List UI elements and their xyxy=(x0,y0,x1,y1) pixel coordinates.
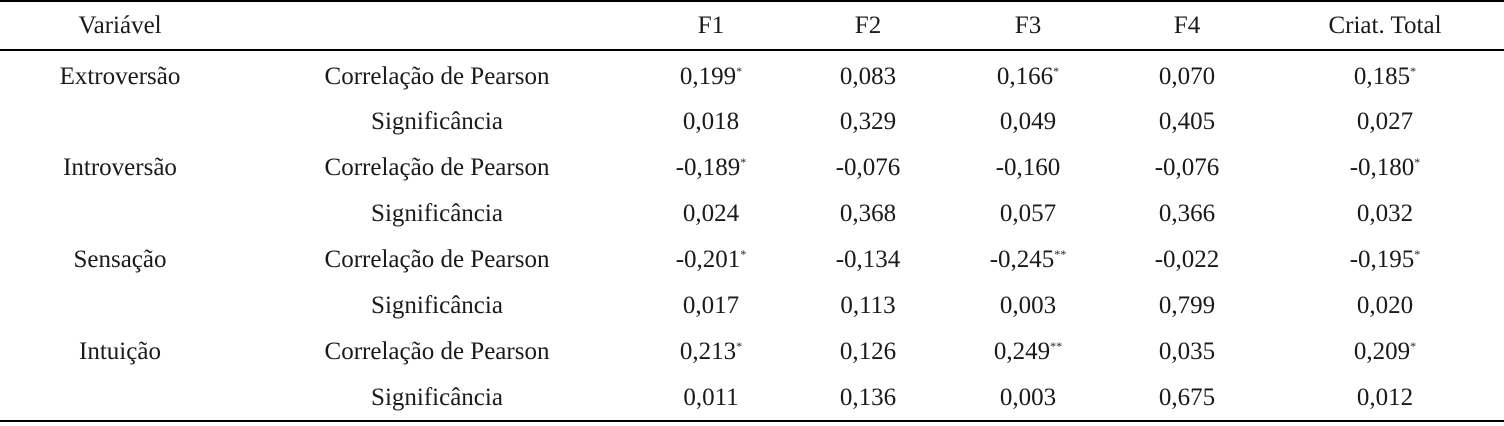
cell-value: -0,189 xyxy=(675,154,741,181)
cell-total xyxy=(1266,191,1504,237)
significance-marker: * xyxy=(740,155,747,169)
cell-statistic: Correlação de Pearson xyxy=(324,338,550,365)
cell-f1 xyxy=(634,99,788,145)
cell-value: 0,249 xyxy=(993,338,1051,365)
table-row xyxy=(0,99,1504,145)
cell-value: 0,057 xyxy=(999,200,1057,227)
cell-value: 0,799 xyxy=(1158,292,1216,319)
cell-value: -0,160 xyxy=(995,154,1061,181)
cell-value: 0,018 xyxy=(682,108,740,135)
cell-f1 xyxy=(634,329,788,375)
cell-value: 0,012 xyxy=(1356,383,1414,411)
cell-statistic: Significância xyxy=(371,108,503,135)
significance-marker: * xyxy=(740,247,747,261)
cell-value: -0,134 xyxy=(835,246,901,273)
cell-f4 xyxy=(1108,329,1266,375)
cell-value: 0,003 xyxy=(999,383,1057,411)
header-f4: F4 xyxy=(1108,1,1266,50)
cell-value: 0,329 xyxy=(839,108,897,135)
header-total: Criat. Total xyxy=(1266,1,1504,50)
significance-marker: * xyxy=(1053,63,1060,78)
header-f3: F3 xyxy=(948,1,1108,50)
cell-f1 xyxy=(634,283,788,329)
table-row xyxy=(0,50,1504,99)
significance-marker: * xyxy=(736,63,743,78)
cell-value: 0,368 xyxy=(839,200,897,227)
cell-f2 xyxy=(788,99,948,145)
cell-value: -0,022 xyxy=(1154,246,1220,273)
table-body xyxy=(0,50,1504,421)
cell-f3 xyxy=(948,283,1108,329)
header-f2: F2 xyxy=(788,1,948,50)
cell-value: -0,076 xyxy=(835,154,901,181)
cell-value: 0,209 xyxy=(1353,338,1411,365)
significance-marker: * xyxy=(1410,339,1417,353)
cell-value: -0,195 xyxy=(1349,246,1415,273)
significance-marker: * xyxy=(1414,155,1421,169)
table-row xyxy=(0,329,1504,375)
cell-f4 xyxy=(1108,191,1266,237)
cell-value: 0,070 xyxy=(1158,62,1216,90)
cell-total xyxy=(1266,329,1504,375)
cell-f1 xyxy=(634,191,788,237)
cell-f2 xyxy=(788,237,948,283)
cell-f4 xyxy=(1108,283,1266,329)
cell-f3 xyxy=(948,50,1108,99)
cell-value: -0,180 xyxy=(1349,154,1415,181)
significance-marker: ** xyxy=(1050,339,1063,353)
cell-value: 0,675 xyxy=(1158,383,1216,411)
header-row xyxy=(0,1,1504,50)
cell-value: 0,003 xyxy=(999,292,1057,319)
cell-f4 xyxy=(1108,145,1266,191)
cell-statistic: Significância xyxy=(371,292,503,319)
cell-variable xyxy=(0,283,240,329)
cell-f2 xyxy=(788,50,948,99)
cell-total xyxy=(1266,237,1504,283)
table-header xyxy=(0,1,1504,50)
cell-value: 0,017 xyxy=(682,292,740,319)
cell-value: -0,076 xyxy=(1154,154,1220,181)
cell-variable xyxy=(0,375,240,421)
cell-f3 xyxy=(948,237,1108,283)
header-f1: F1 xyxy=(634,1,788,50)
cell-f4 xyxy=(1108,375,1266,421)
cell-variable: Sensação xyxy=(73,246,167,273)
cell-statistic: Correlação de Pearson xyxy=(324,62,550,90)
header-statistic xyxy=(240,1,634,50)
cell-f3 xyxy=(948,99,1108,145)
cell-value: 0,035 xyxy=(1158,338,1216,365)
cell-value: 0,083 xyxy=(839,62,897,90)
cell-f2 xyxy=(788,145,948,191)
cell-value: 0,020 xyxy=(1356,292,1414,319)
cell-total xyxy=(1266,375,1504,421)
cell-value: 0,027 xyxy=(1356,108,1414,135)
cell-statistic: Correlação de Pearson xyxy=(324,154,550,181)
cell-value: 0,405 xyxy=(1158,108,1216,135)
cell-f1 xyxy=(634,50,788,99)
header-variable: Variável xyxy=(0,1,240,50)
cell-f4 xyxy=(1108,99,1266,145)
cell-variable xyxy=(0,191,240,237)
table-row xyxy=(0,237,1504,283)
cell-f1 xyxy=(634,145,788,191)
cell-value: 0,185 xyxy=(1353,62,1411,90)
cell-value: 0,136 xyxy=(839,383,897,411)
cell-value: 0,011 xyxy=(683,383,739,411)
cell-value: 0,049 xyxy=(999,108,1057,135)
cell-f1 xyxy=(634,237,788,283)
cell-total xyxy=(1266,145,1504,191)
significance-marker: * xyxy=(736,339,743,353)
cell-variable xyxy=(0,99,240,145)
cell-value: 0,199 xyxy=(679,62,737,90)
cell-f2 xyxy=(788,329,948,375)
cell-f1 xyxy=(634,375,788,421)
cell-total xyxy=(1266,99,1504,145)
cell-statistic: Significância xyxy=(240,375,634,421)
cell-value: 0,024 xyxy=(682,200,740,227)
table-row xyxy=(0,145,1504,191)
cell-f3 xyxy=(948,145,1108,191)
significance-marker: * xyxy=(1414,247,1421,261)
cell-value: -0,201 xyxy=(675,246,741,273)
significance-marker: * xyxy=(1410,63,1417,78)
cell-f3 xyxy=(948,375,1108,421)
cell-f2 xyxy=(788,283,948,329)
cell-variable: Extroversão xyxy=(59,62,181,90)
cell-f3 xyxy=(948,191,1108,237)
cell-f4 xyxy=(1108,237,1266,283)
cell-value: -0,245 xyxy=(989,246,1055,273)
cell-value: 0,366 xyxy=(1158,200,1216,227)
cell-f2 xyxy=(788,375,948,421)
cell-value: 0,166 xyxy=(996,62,1054,90)
cell-f4 xyxy=(1108,50,1266,99)
cell-value: 0,126 xyxy=(839,338,897,365)
table-row xyxy=(0,283,1504,329)
cell-f2 xyxy=(788,191,948,237)
cell-total xyxy=(1266,283,1504,329)
table-row xyxy=(0,191,1504,237)
cell-value: 0,213 xyxy=(679,338,737,365)
significance-marker: ** xyxy=(1054,247,1067,261)
cell-variable: Introversão xyxy=(63,154,177,181)
cell-f3 xyxy=(948,329,1108,375)
cell-total xyxy=(1266,50,1504,99)
table-row xyxy=(0,375,1504,421)
cell-variable: Intuição xyxy=(79,338,161,365)
cell-statistic: Correlação de Pearson xyxy=(324,246,550,273)
cell-value: 0,032 xyxy=(1356,200,1414,227)
cell-statistic: Significância xyxy=(371,200,503,227)
cell-value: 0,113 xyxy=(840,292,896,319)
